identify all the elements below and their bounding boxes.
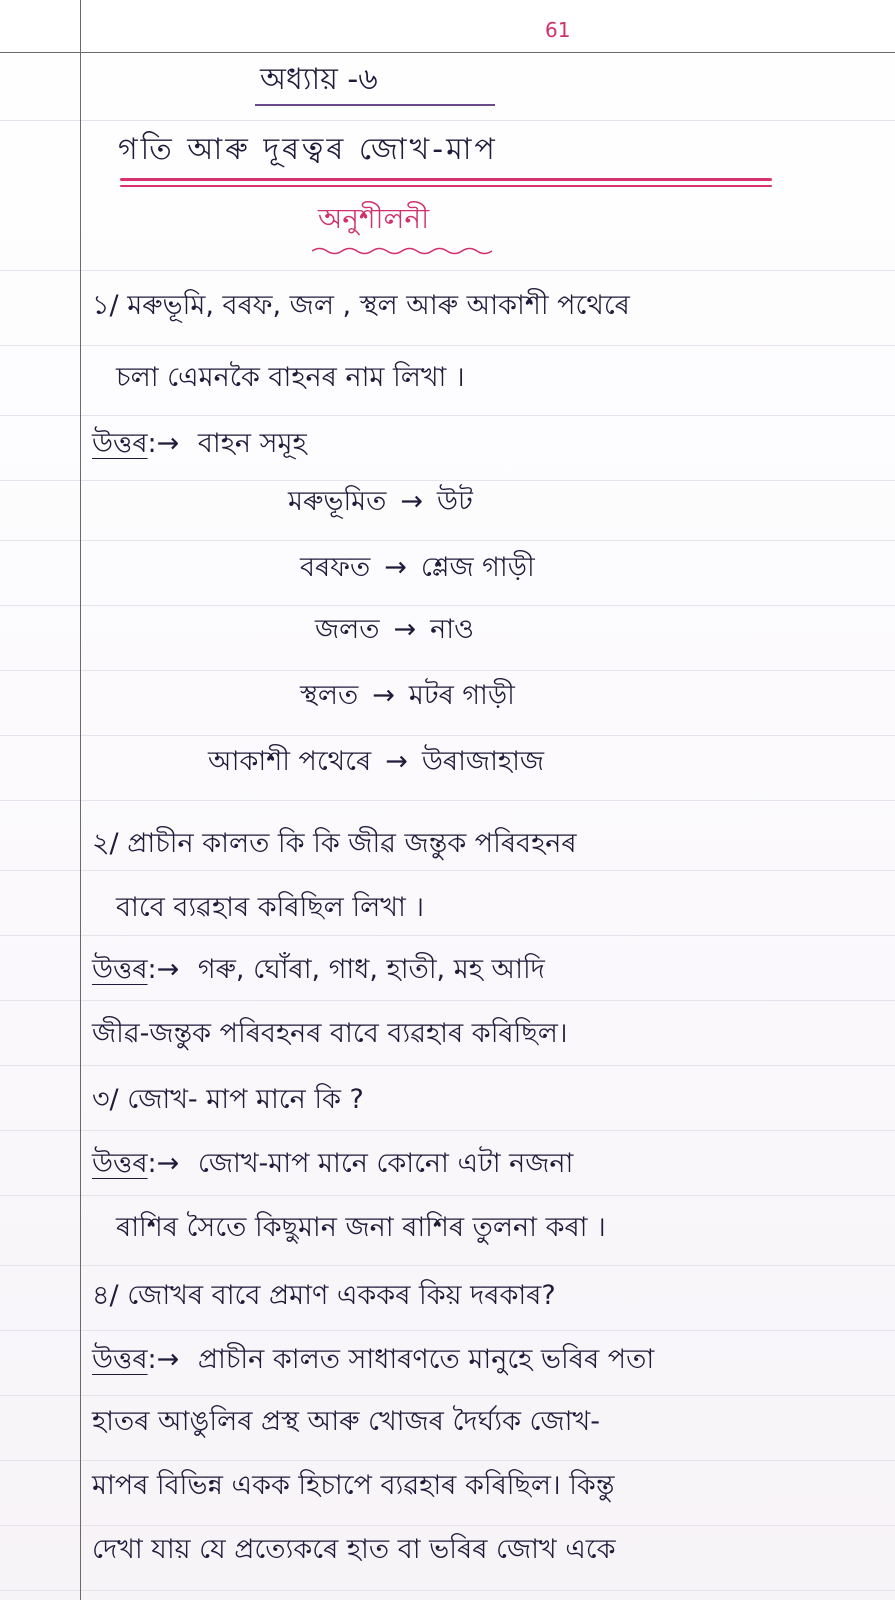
pair-place: মৰুভূমিত <box>288 486 387 517</box>
answer-label: উত্তৰ <box>92 428 148 459</box>
answer-arrow: :→ <box>147 1344 180 1375</box>
ruled-line <box>0 1265 895 1266</box>
pair-vehicle: শ্লেজ গাড়ী <box>420 552 535 583</box>
answer-text: প্ৰাচীন কালত সাধাৰণতে মানুহে ভৰিৰ পতা <box>197 1344 655 1375</box>
answer-label: উত্তৰ <box>92 1344 148 1375</box>
pair-place: জলত <box>315 614 380 645</box>
pair-place: স্থলত <box>300 680 359 711</box>
pair-arrow: → <box>385 746 408 777</box>
question-4-text <box>92 1280 556 1312</box>
question-line: মৰুভূমি, বৰফ, জল , স্থল আৰু আকাশী পথেৰে <box>127 290 630 321</box>
question-number: ২/ <box>92 828 119 859</box>
pair-vehicle: উৰাজাহাজ <box>421 746 545 777</box>
question-1-text <box>92 290 630 322</box>
title-underline-2 <box>120 185 772 187</box>
ruled-line <box>0 1330 895 1331</box>
answer-arrow: :→ <box>147 428 180 459</box>
question-2-text <box>92 828 577 860</box>
answer-2-line-1 <box>92 954 545 986</box>
question-line: জোখ- মাপ মানে কি ? <box>127 1084 364 1115</box>
question-3-text <box>92 1084 364 1116</box>
ruled-line <box>0 670 895 671</box>
ruled-line <box>0 345 895 346</box>
question-1-line-2: চলা এেমনকৈ বাহনৰ নাম লিখা । <box>116 362 465 393</box>
question-line: জোখৰ বাবে প্ৰমাণ এককৰ কিয় দৰকাৰ? <box>127 1280 556 1311</box>
pair-arrow: → <box>400 486 424 517</box>
answer-4-line-2: হাতৰ আঙুলিৰ প্ৰস্থ আৰু খোজৰ দৈৰ্ঘ্যক জোখ- <box>92 1406 600 1437</box>
page-number: 61 <box>545 18 571 42</box>
ruled-line <box>0 540 895 541</box>
ruled-line <box>0 800 895 801</box>
vehicle-pair-row <box>315 614 474 646</box>
ruled-line <box>0 1065 895 1066</box>
question-2-line-2: বাবে ব্যৱহাৰ কৰিছিল লিখা । <box>116 892 425 923</box>
vehicle-pair-row <box>300 680 515 712</box>
title-underline-1 <box>120 178 772 181</box>
answer-intro: বাহন সমূহ <box>197 428 307 459</box>
pair-arrow: → <box>372 680 395 711</box>
pair-vehicle: উট <box>437 486 473 517</box>
pair-arrow: → <box>384 552 407 583</box>
pair-place: বৰফত <box>300 552 371 583</box>
left-margin-line <box>80 0 81 1600</box>
chapter-title: অধ্যায় -৬ <box>260 62 378 97</box>
pair-vehicle: নাও <box>430 614 474 645</box>
ruled-line <box>0 270 895 271</box>
ruled-line <box>0 480 895 481</box>
answer-4-line-3: মাপৰ বিভিন্ন একক হিচাপে ব্যৱহাৰ কৰিছিল। কিন্তু <box>92 1470 615 1501</box>
answer-4-line-4: দেখা যায় যে প্ৰত্যেকৰে হাত বা ভৰিৰ জোখ একে <box>92 1534 616 1565</box>
answer-1-heading <box>92 428 307 460</box>
pair-vehicle: মটৰ গাড়ী <box>408 680 515 711</box>
answer-3-line-1 <box>92 1148 573 1180</box>
question-line: প্ৰাচীন কালত কি কি জীৱ জন্তুক পৰিবহনৰ <box>127 828 577 859</box>
pair-place: আকাশী পথেৰে <box>208 746 372 777</box>
vehicle-pair-row <box>288 486 473 518</box>
pair-arrow: → <box>393 614 417 645</box>
chapter-title-underline <box>255 104 495 106</box>
ruled-line <box>0 1395 895 1396</box>
vehicle-pair-row <box>300 552 535 584</box>
answer-text: জোখ-মাপ মানে কোনো এটা নজনা <box>197 1148 574 1179</box>
question-number: ৩/ <box>92 1084 119 1115</box>
ruled-line <box>0 1590 895 1591</box>
ruled-line <box>0 415 895 416</box>
answer-3-line-2: ৰাশিৰ সৈতে কিছুমান জনা ৰাশিৰ তুলনা কৰা । <box>116 1212 606 1243</box>
section-heading-wavy-underline <box>312 246 492 256</box>
answer-text: গৰু, ঘোঁৰা, গাধ, হাতী, মহ আদি <box>197 954 545 985</box>
section-heading: অনুশীলনী <box>318 202 430 235</box>
answer-arrow: :→ <box>147 954 180 985</box>
ruled-line <box>0 605 895 606</box>
answer-label: উত্তৰ <box>92 954 148 985</box>
subject-title: গতি আৰু দূৰত্বৰ জোখ-মাপ <box>118 132 498 167</box>
ruled-line <box>0 735 895 736</box>
ruled-line <box>0 870 895 871</box>
question-number: ৪/ <box>92 1280 119 1311</box>
answer-2-line-2: জীৱ-জন্তুক পৰিবহনৰ বাবে ব্যৱহাৰ কৰিছিল। <box>92 1018 568 1049</box>
answer-arrow: :→ <box>147 1148 180 1179</box>
ruled-line <box>0 935 895 936</box>
ruled-line <box>0 1195 895 1196</box>
answer-4-line-1 <box>92 1344 654 1376</box>
ruled-line <box>0 1525 895 1526</box>
ruled-line <box>0 120 895 121</box>
answer-label: উত্তৰ <box>92 1148 148 1179</box>
question-number: ১/ <box>92 290 119 321</box>
vehicle-pair-row <box>208 746 544 778</box>
ruled-line <box>0 1460 895 1461</box>
top-margin-line <box>0 52 895 53</box>
ruled-line <box>0 1000 895 1001</box>
ruled-line <box>0 1130 895 1131</box>
